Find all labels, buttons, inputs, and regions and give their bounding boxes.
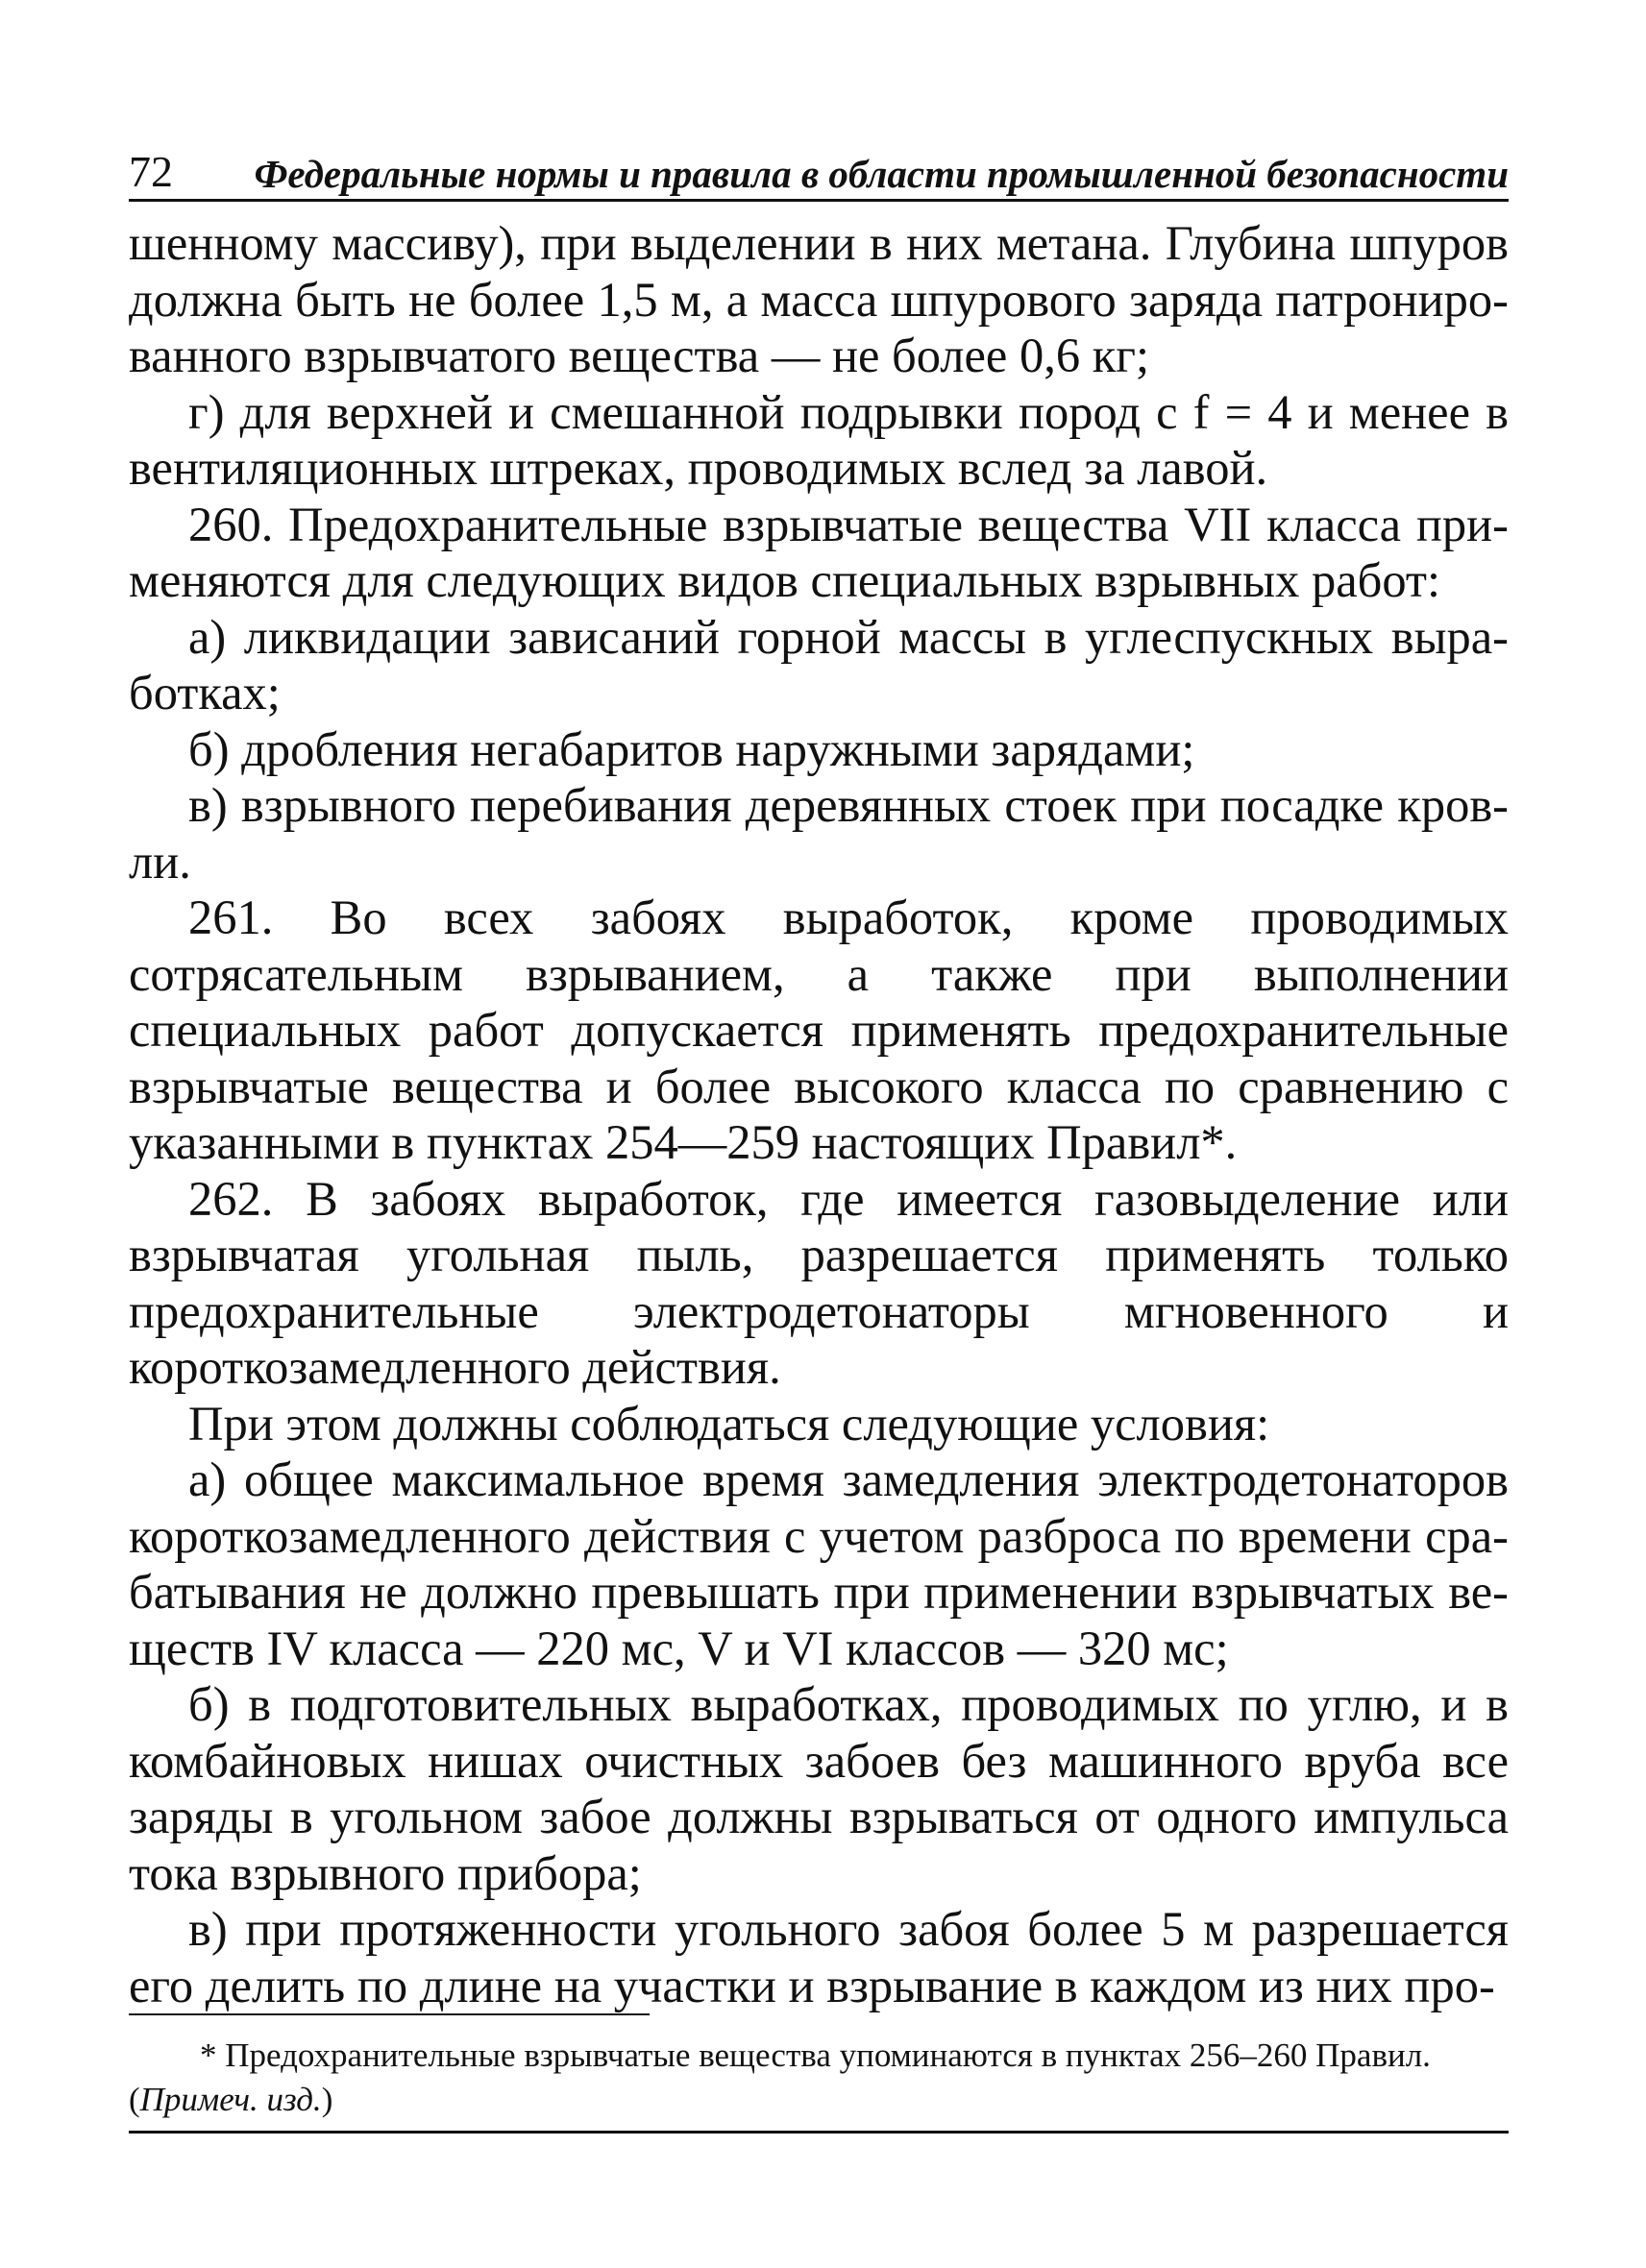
footnote-close-paren: ) [321,2081,333,2118]
paragraph-262-item-v: в) при протяженности угольного забоя более 5 м разрешается его делить по длине на участки и взрывание в каждом из них про- [129,1902,1509,2012]
paragraph-260-item-b: б) дробления негабаритов наружными зарядами; [188,721,1195,776]
page-number: 72 [129,147,173,196]
footnote [129,2034,1509,2122]
running-title: Федеральные нормы и правила в области промышленной безопасности [254,152,1509,196]
footnote-separator [129,2013,650,2015]
paragraph-261: 261. Во всех забоях выработок, кроме проводимых сотрясательным взрыванием, а также при выполнении специальных работ допускается применять предохранительные взрывчатые вещества и более высокого класса по сравнению с указанными в пунктах 254—259 настоящих Правил*. [129,890,1509,1169]
header-rule [129,199,1509,202]
paragraph-262: 262. В забоях выработок, где имеется газовыделение или взрывчатая угольная пыль, разрешается применять только предохранительные электродетонаторы мгновенного и короткозамедленного действия. [129,1171,1509,1394]
page-header [129,144,1509,202]
paragraph-260: 260. Предохранительные взрывчатые вещества VII класса применяются для следующих видов специальных взрывных работ: [129,497,1509,607]
paragraph-262-conditions: При этом должны соблюдаться следующие условия: [188,1396,1270,1451]
footnote-open-paren: ( [129,2081,140,2118]
bottom-rule [129,2131,1509,2134]
paragraph-continuation: шенному массиву), при выделении в них метана. Глубина шпуров должна быть не более 1,5 м, а масса шпурового заряда патронированного взрывчатого вещества — не более 0,6 кг; [129,216,1509,382]
footnote-editor-note: Примеч. изд. [139,2081,322,2118]
body-text [129,215,1509,2013]
paragraph-262-item-a: а) общее максимальное время замедления электродетонаторов короткозамедленного действия с учетом разброса по времени срабатывания не должно превышать при применении взрывчатых веществ IV класса — 220 мс, V и VI классов — 320 мс; [129,1452,1509,1675]
footnote-text: * Предохранительные взрывчатые вещества упоминаются в пунктах 256–260 Правил. [200,2036,1431,2074]
paragraph-item-g: г) для верхней и смешанной подрывки пород с f = 4 и менее в вентиляционных штреках, проводимых вслед за лавой. [129,384,1509,495]
paragraph-262-item-b: б) в подготовительных выработках, проводимых по углю, и в комбайновых нишах очистных забоев без машинного вруба все заряды в угольном забое должны взрываться от одного импульса тока взрывного прибора; [129,1677,1509,1900]
paragraph-260-item-a: а) ликвидации зависаний горной массы в углеспускных выработках; [129,609,1509,719]
paragraph-260-item-v: в) взрывного перебивания деревянных стоек при посадке кровли. [129,778,1509,889]
